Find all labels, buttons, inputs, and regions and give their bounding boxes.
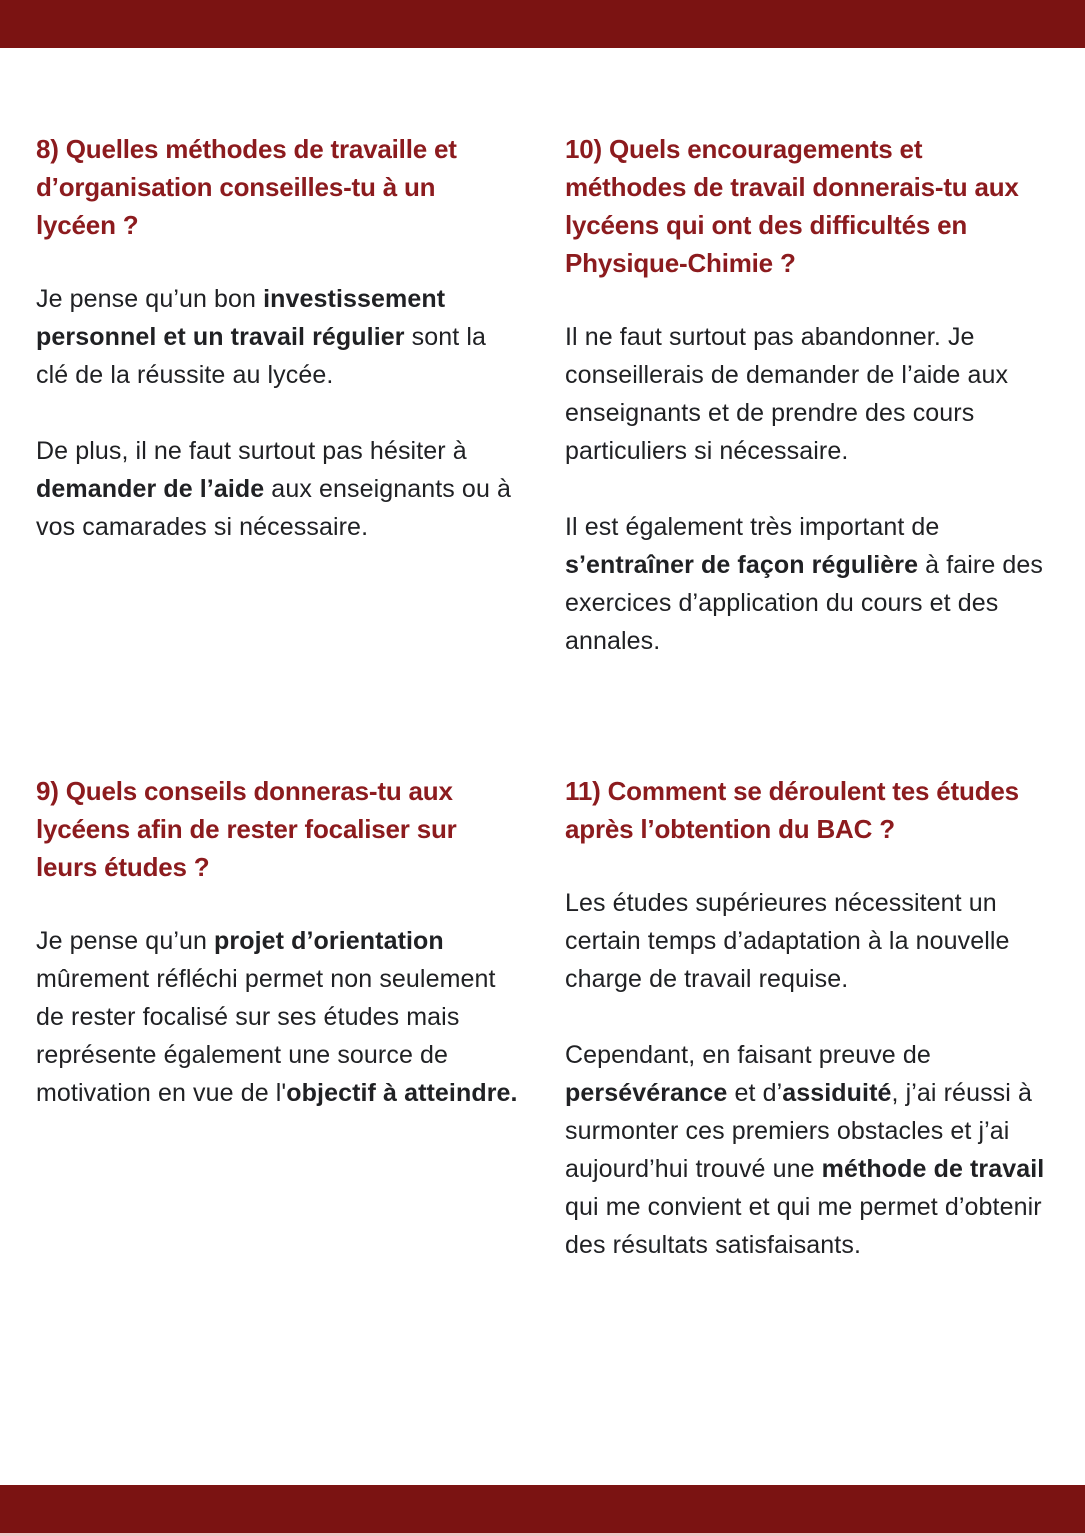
bottom-accent-bar [0, 1485, 1085, 1533]
answer-paragraph-q8-2 [36, 432, 521, 546]
answer-bold-segment: persévérance [565, 1079, 728, 1107]
answer-text-segment: aux enseignants ou à vos camarades si nécessaire. [36, 475, 511, 541]
qa-block-q9 [36, 772, 521, 1264]
answer-text-segment: qui me convient et qui me permet d’obtenir des résultats satisfaisants. [565, 1193, 1042, 1259]
answer-text-segment: à faire des exercices d’application du cours et des annales. [565, 551, 1044, 655]
answer-paragraph-q11-2 [565, 1036, 1050, 1264]
qa-block-q11 [565, 772, 1050, 1264]
qa-block-q8 [36, 130, 521, 772]
answer-text-segment: , j’ai réussi à surmonter ces premiers obstacles et j’ai aujourd’hui trouvé une [565, 1079, 1032, 1183]
qa-block-q10 [565, 130, 1050, 772]
answer-text-segment: Il ne faut surtout pas abandonner. Je conseillerais de demander de l’aide aux enseignants et de prendre des cours particuliers si nécessaire. [565, 323, 1009, 465]
answer-text-segment: Cependant, en faisant preuve de [565, 1041, 931, 1069]
top-accent-bar [0, 0, 1085, 48]
answer-paragraph-q10-2 [565, 508, 1050, 660]
answer-bold-segment: méthode de travail [821, 1155, 1045, 1183]
answer-text-segment: Je pense qu’un [36, 927, 215, 955]
answer-bold-segment: projet d’orientation [214, 927, 444, 955]
answer-text-segment: Je pense qu’un bon [36, 285, 264, 313]
answer-text-segment: mûrement réfléchi permet non seulement de rester focalisé sur ses études mais représente également une source de motivation en vue de l' [36, 965, 496, 1107]
answer-text-segment: De plus, il ne faut surtout pas hésiter à [36, 437, 467, 465]
answer-paragraph-q9-1 [36, 922, 521, 1112]
answer-paragraph-q8-1 [36, 280, 521, 394]
answer-paragraph-q11-1 [565, 884, 1050, 998]
answer-paragraph-q10-1 [565, 318, 1050, 470]
answer-bold-segment: s’entraîner de façon régulière [565, 551, 919, 579]
answer-text-segment: Les études supérieures nécessitent un certain temps d’adaptation à la nouvelle charge de travail requise. [565, 889, 1010, 993]
question-heading-q11: 11) Comment se déroulent tes études après l’obtention du BAC ? [565, 776, 1019, 844]
answer-bold-segment: objectif à atteindre. [286, 1079, 518, 1107]
answer-text-segment: sont la clé de la réussite au lycée. [36, 323, 486, 389]
answer-bold-segment: investissement personnel et un travail régulier [36, 285, 446, 351]
qa-grid [0, 48, 1085, 1264]
question-heading-q8: 8) Quelles méthodes de travaille et d’organisation conseilles-tu à un lycéen ? [36, 134, 457, 240]
answer-bold-segment: demander de l’aide [36, 475, 265, 503]
answer-text-segment: Il est également très important de [565, 513, 940, 541]
question-heading-q10: 10) Quels encouragements et méthodes de travail donnerais-tu aux lycéens qui ont des difficultés en Physique-Chimie ? [565, 134, 1019, 278]
answer-bold-segment: assiduité [782, 1079, 892, 1107]
answer-text-segment: et d’ [727, 1079, 783, 1107]
question-heading-q9: 9) Quels conseils donneras-tu aux lycéens afin de rester focaliser sur leurs études ? [36, 776, 457, 882]
